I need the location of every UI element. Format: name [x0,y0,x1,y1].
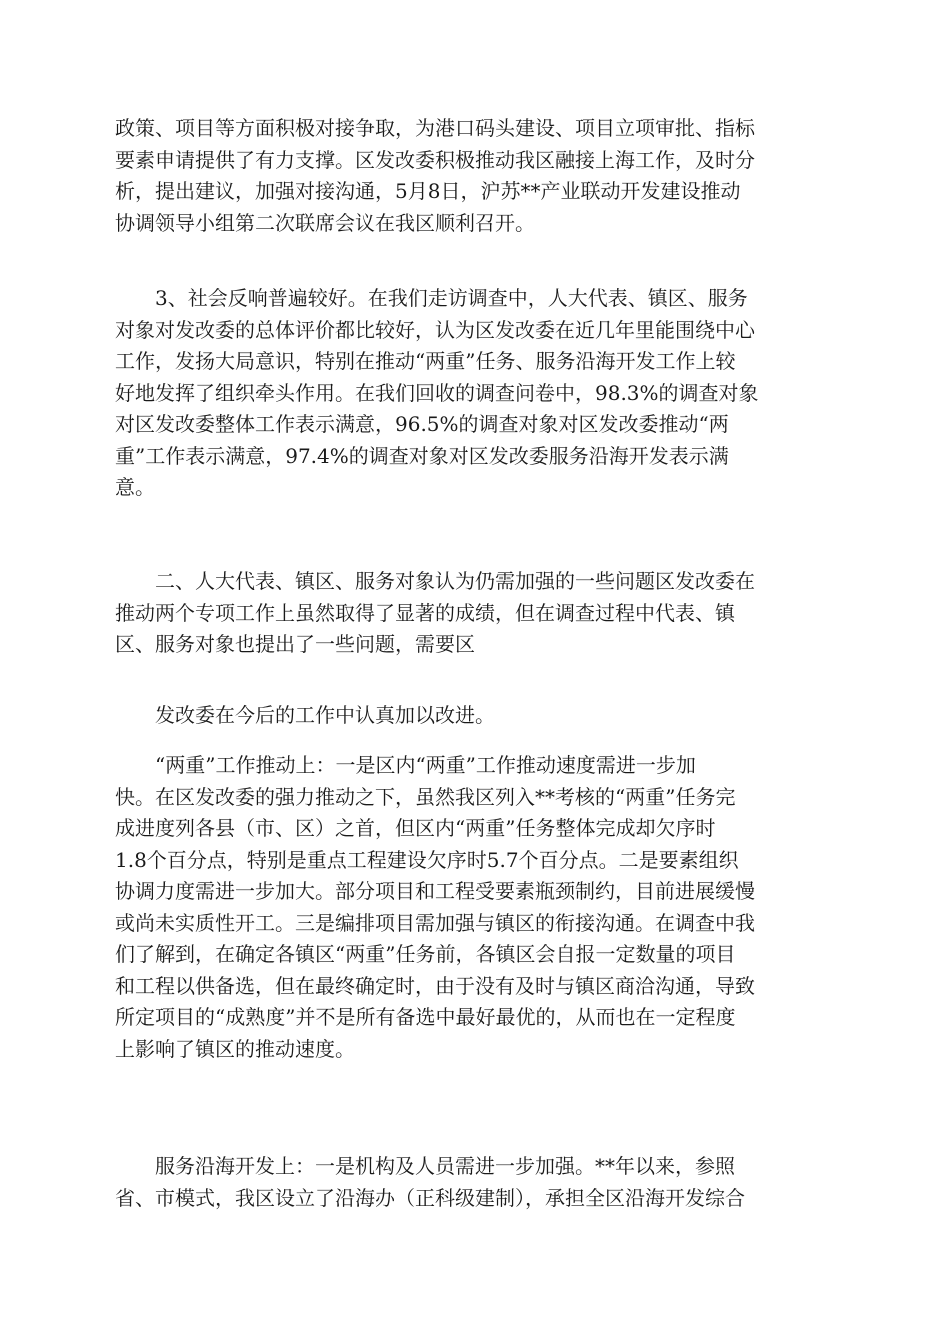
text-line: 好地发挥了组织牵头作用。在我们回收的调查问卷中，98.3%的调查对象 [115,380,759,405]
paragraph-two-key-tasks [115,750,835,1065]
text-line: 要素申请提供了有力支撑。区发改委积极推动我区融接上海工作，及时分 [115,147,755,172]
text-line: 所定项目的“成熟度”并不是所有备选中最好最优的，从而也在一定程度 [115,1005,736,1029]
text-line: 重”工作表示满意，97.4%的调查对象对区发改委服务沿海开发表示满 [115,443,729,468]
text-line: 政策、项目等方面积极对接争取，为港口码头建设、项目立项审批、指标 [115,116,755,140]
text-line: 服务沿海开发上：一是机构及人员需进一步加强。**年以来，参照 [115,1154,735,1178]
text-line: 对区发改委整体工作表示满意，96.5%的调查对象对区发改委推动“两 [115,412,729,436]
paragraph-coastal-development [115,1151,835,1214]
text-line: 们了解到，在确定各镇区“两重”任务前，各镇区会自报一定数量的项目 [115,942,736,966]
text-line: 析，提出建议，加强对接沟通，5月8日，沪苏**产业联动开发建设推动 [115,179,741,203]
paragraph-improvement [115,700,835,732]
paragraph-issues-heading [115,566,835,661]
text-line: 工作，发扬大局意识，特别在推动“两重”任务、服务沿海开发工作上较 [115,349,736,373]
text-line: 二、人大代表、镇区、服务对象认为仍需加强的一些问题区发改委在 [115,569,755,593]
text-line: 协调力度需进一步加大。部分项目和工程受要素瓶颈制约，目前进展缓慢 [115,879,755,903]
text-line: 和工程以供备选，但在最终确定时，由于没有及时与镇区商洽沟通，导致 [115,973,755,998]
paragraph-policy-support [115,113,835,239]
text-line: 协调领导小组第二次联席会议在我区顺利召开。 [115,210,535,235]
text-line: 对象对发改委的总体评价都比较好，认为区发改委在近几年里能围绕中心 [115,317,755,342]
text-line: 或尚未实质性开工。三是编排项目需加强与镇区的衔接沟通。在调查中我 [115,910,755,935]
text-line: “两重”工作推动上：一是区内“两重”工作推动速度需进一步加 [115,753,696,777]
text-line: 快。在区发改委的强力推动之下，虽然我区列入**考核的“两重”任务完 [115,784,736,809]
text-line: 成进度列各县（市、区）之首，但区内“两重”任务整体完成却欠序时 [115,816,716,840]
text-line: 1.8个百分点，特别是重点工程建设欠序时5.7个百分点。二是要素组织 [115,847,739,872]
text-line: 意。 [115,475,155,499]
text-line: 推动两个专项工作上虽然取得了显著的成绩，但在调查过程中代表、镇 [115,600,735,625]
text-line: 省、市模式，我区设立了沿海办（正科级建制），承担全区沿海开发综合 [115,1185,745,1210]
text-line: 上影响了镇区的推动速度。 [115,1036,355,1061]
paragraph-social-response [115,283,835,504]
text-line: 3、社会反响普遍较好。在我们走访调查中，人大代表、镇区、服务 [115,286,748,310]
text-line: 区、服务对象也提出了一些问题，需要区 [115,632,475,656]
text-line: 发改委在今后的工作中认真加以改进。 [115,703,495,727]
